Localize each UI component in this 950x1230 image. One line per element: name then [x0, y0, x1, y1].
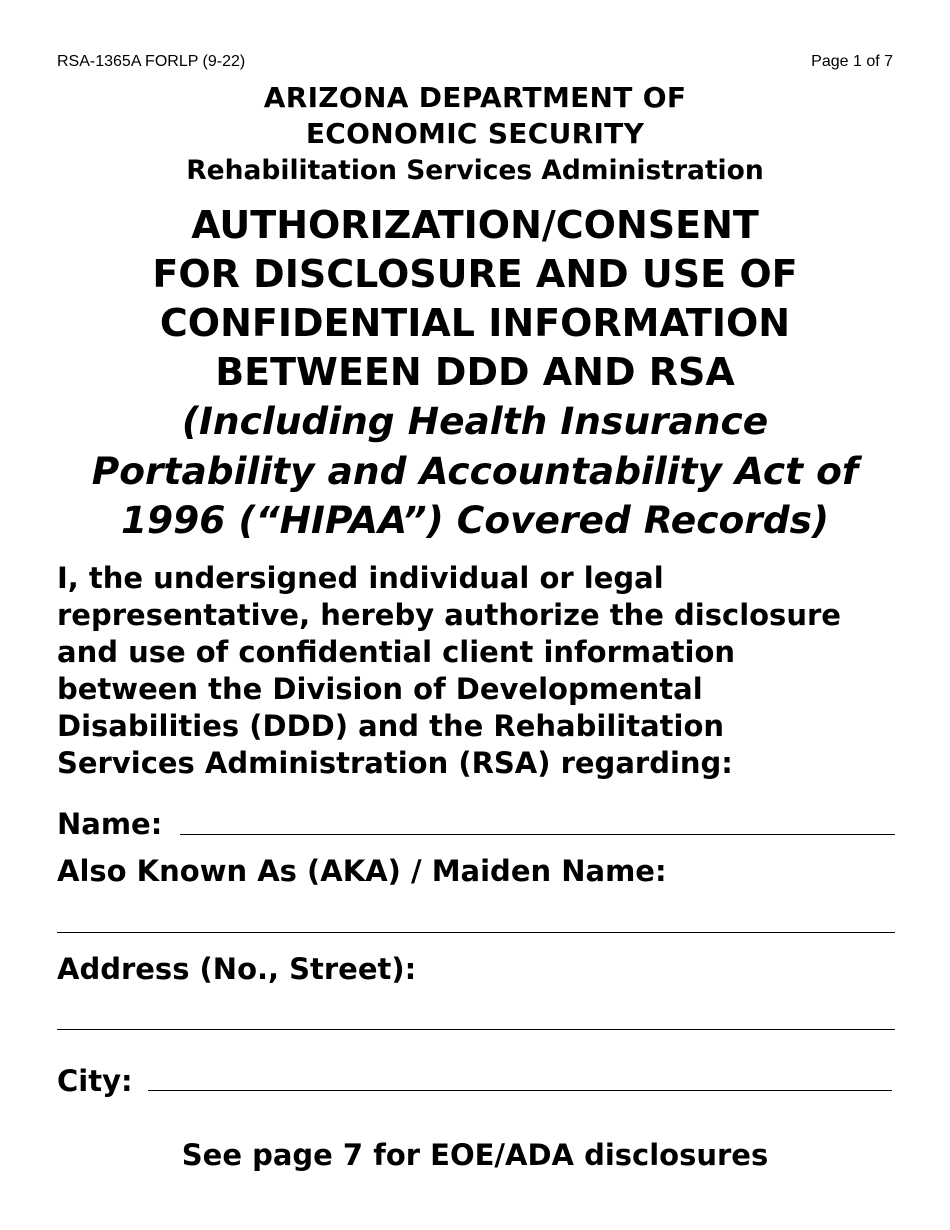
name-label: Name: — [57, 807, 163, 841]
agency-heading — [0, 80, 950, 190]
authorization-statement-line: representative, hereby authorize the disclosure — [57, 598, 841, 632]
eoe-ada-note: See page 7 for EOE/ADA disclosures — [181, 1138, 769, 1172]
authorization-statement-line: and use of confidential client information — [57, 635, 736, 669]
aka-label: Also Known As (AKA) / Maiden Name: — [57, 854, 667, 888]
address-label: Address (No., Street): — [57, 952, 417, 986]
city-label: City: — [57, 1064, 133, 1098]
authorization-statement-line: I, the undersigned individual or legal — [57, 561, 664, 595]
department-name-line1: ARIZONA DEPARTMENT OF — [263, 81, 687, 114]
form-subtitle-line: Portability and Accountability Act of — [91, 448, 859, 493]
aka-field[interactable] — [57, 932, 895, 933]
administration-name: Rehabilitation Services Administration — [186, 155, 764, 186]
form-title — [0, 201, 950, 397]
form-subtitle-line: (Including Health Insurance — [181, 399, 769, 443]
city-field[interactable] — [148, 1090, 892, 1091]
form-subtitle — [0, 397, 950, 546]
authorization-statement-line: Disabilities (DDD) and the Rehabilitation — [57, 709, 725, 743]
authorization-statement-line: Services Administration (RSA) regarding: — [57, 746, 733, 780]
form-title-line: FOR DISCLOSURE AND USE OF — [152, 252, 798, 296]
form-title-line: BETWEEN DDD AND RSA — [215, 350, 735, 394]
form-number: RSA-1365A FORLP (9-22) — [57, 53, 246, 70]
address-field[interactable] — [57, 1029, 895, 1030]
form-subtitle-line: 1996 (“HIPAA”) Covered Records) — [120, 498, 830, 542]
name-field[interactable] — [180, 834, 895, 835]
authorization-statement — [57, 560, 897, 782]
form-title-line: AUTHORIZATION/CONSENT — [191, 203, 759, 247]
form-title-line: CONFIDENTIAL INFORMATION — [159, 301, 791, 345]
department-name-line2: ECONOMIC SECURITY — [305, 117, 645, 150]
authorization-statement-line: between the Division of Developmental — [57, 672, 703, 706]
page-indicator: Page 1 of 7 — [811, 53, 893, 70]
